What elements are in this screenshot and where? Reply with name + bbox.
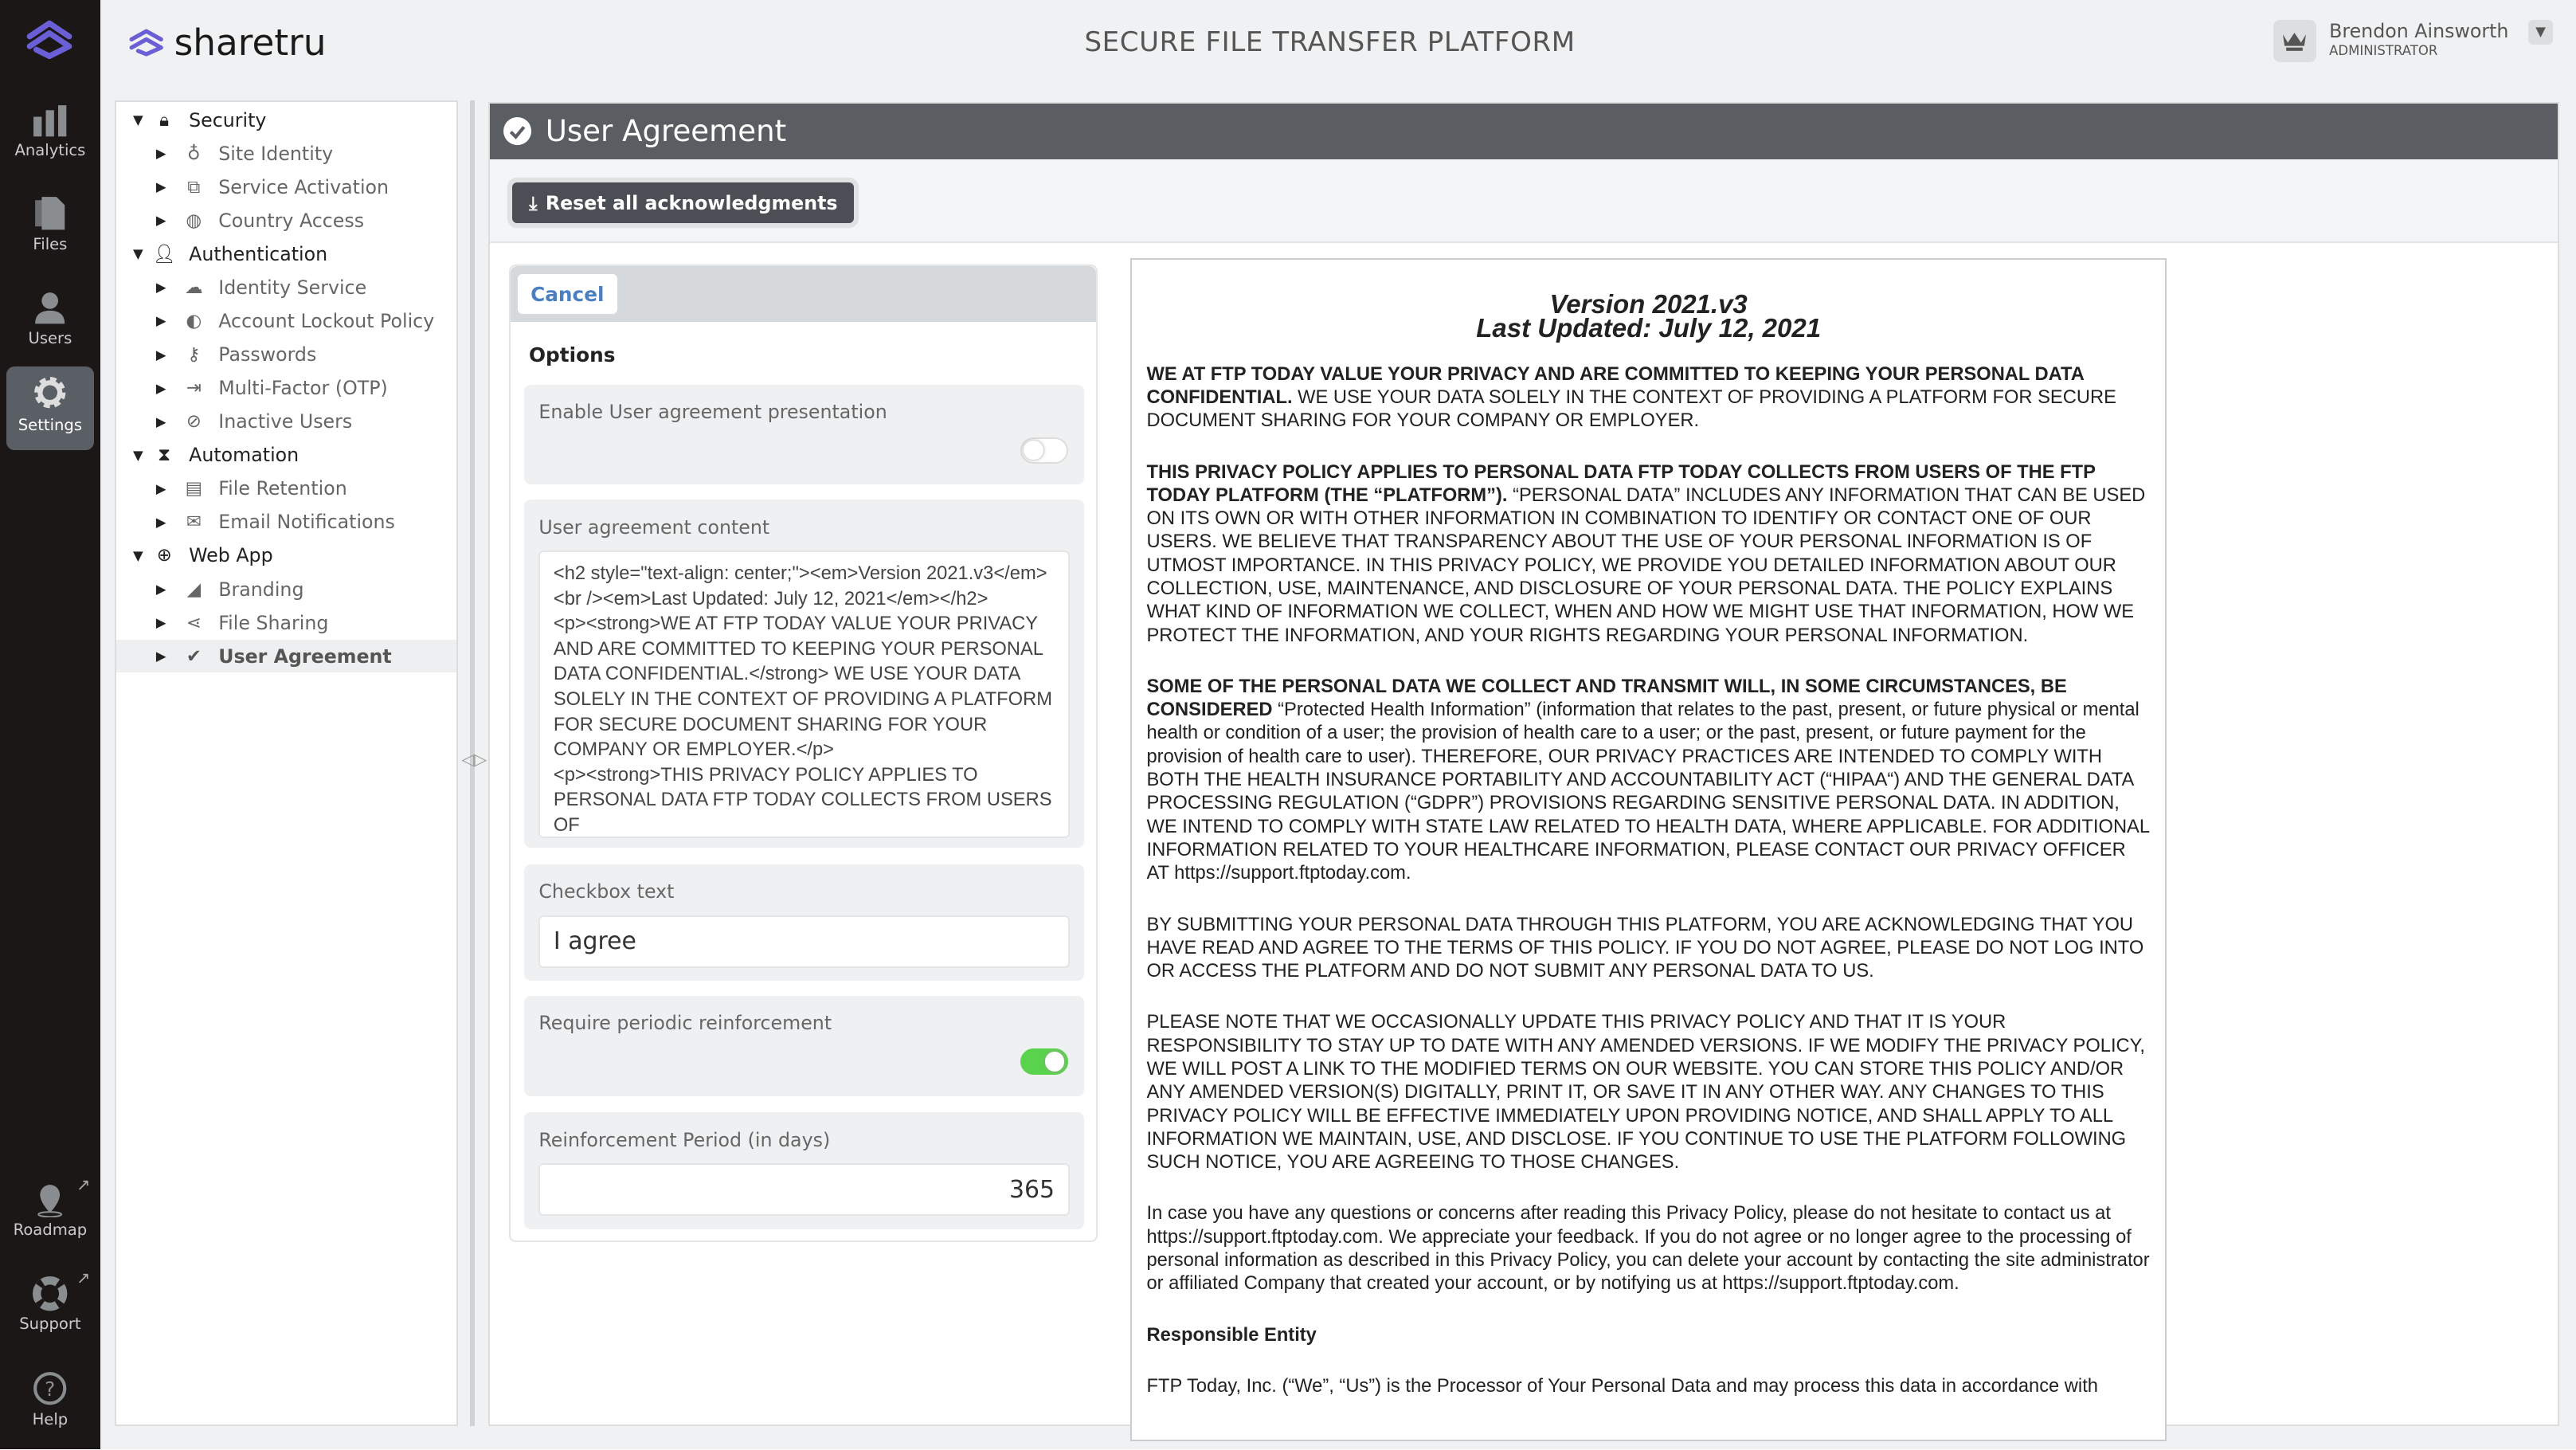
nav-roadmap[interactable] (6, 1175, 93, 1257)
caret-right-icon[interactable]: ▶ (155, 347, 166, 362)
preview-updated: Last Updated: July 12, 2021 (1476, 312, 1822, 343)
tree-item-multi-factor-otp[interactable] (116, 371, 456, 404)
nav-help[interactable] (6, 1364, 93, 1446)
caret-right-icon[interactable]: ▶ (155, 213, 166, 229)
tree-item-service-activation[interactable] (116, 170, 456, 203)
envelope-icon: ✉ (186, 511, 202, 533)
nav-label: Files (33, 234, 68, 253)
checkbox-text-label: Checkbox text (538, 880, 675, 903)
tree-item-label: Account Lockout Policy (218, 309, 435, 332)
hourglass-icon: ⧗ (158, 445, 171, 466)
preview-subheading (1147, 1324, 2151, 1347)
agreement-content-textarea[interactable]: <h2 style="text-align: center;"><em>Version 2021.v3</em><br /><em>Last Updated: July 12, 2021</em></h2> <p><strong>WE AT FTP TODAY VALUE YOUR PRIVACY AND ARE COMMITTED TO KEEPING YOUR PERSONAL DATA CONFIDENTIAL.</strong> WE USE YOUR DATA SOLELY IN THE CONTEXT OF PROVIDING A PLATFORM FOR SECURE DOCUMENT SHARING FOR YOUR COMPANY OR EMPLOYER.</p> <p><strong>THIS PRIVACY POLICY APPLIES TO PERSONAL DATA FTP TODAY COLLECTS FROM USERS OF (538, 551, 1069, 838)
globe-icon: ◍ (186, 210, 202, 231)
caret-right-icon[interactable]: ▶ (155, 280, 166, 296)
enable-agreement-label: Enable User agreement presentation (538, 401, 887, 424)
tree-item-file-retention[interactable] (116, 472, 456, 505)
tree-item-account-lockout-policy[interactable] (116, 304, 456, 337)
chevron-down-icon[interactable]: ▼ (2528, 20, 2553, 45)
checkbox-text-group (524, 864, 1084, 981)
tree-item-user-agreement[interactable] (116, 640, 456, 672)
share-icon: ⋖ (186, 612, 202, 633)
preview-heading (1147, 289, 2151, 343)
crown-icon (2273, 20, 2316, 63)
preview-paragraph (1147, 676, 2151, 886)
brand-name: sharetru (174, 21, 327, 64)
preview-version: Version 2021.v3 (1549, 289, 1748, 319)
nav-label: Users (28, 328, 72, 347)
external-link-icon: ↗ (76, 1174, 91, 1194)
sharetru-logo-icon[interactable] (23, 17, 76, 69)
tree-item-label: Security (189, 108, 267, 131)
reinforcement-group (524, 996, 1084, 1096)
check-circle-icon (503, 116, 532, 146)
form-actions-bar (511, 266, 1095, 322)
user-name: Brendon Ainsworth (2329, 19, 2509, 42)
settings-tree (115, 100, 458, 1426)
caret-down-icon[interactable]: ▼ (133, 447, 143, 463)
resize-grip-icon[interactable]: ◁▷ (461, 749, 487, 769)
check-circle-icon: ✔ (186, 645, 202, 667)
tree-item-label: Automation (189, 444, 299, 467)
lifebuoy-icon (32, 1276, 68, 1311)
tree-item-label: Service Activation (218, 175, 390, 198)
nav-analytics[interactable] (6, 96, 93, 178)
enable-agreement-toggle[interactable] (1020, 437, 1068, 464)
brush-icon: ◢ (186, 578, 202, 600)
toolbar (490, 159, 2558, 243)
tree-item-label: Web App (189, 544, 273, 567)
bold-text: THIS PRIVACY POLICY APPLIES TO PERSONAL DATA FTP TODAY COLLECTS FROM USERS OF THE FTP TODAY PLATFORM (THE “PLATFORM”). (1146, 461, 2096, 506)
gear-icon (30, 373, 70, 413)
network-icon: ⧉ (187, 176, 201, 198)
shredder-icon: ▤ (185, 478, 203, 500)
caret-right-icon[interactable]: ▶ (155, 582, 166, 598)
preview-paragraph: PLEASE NOTE THAT WE OCCASIONALLY UPDATE THIS PRIVACY POLICY AND THAT IT IS YOUR RESPONSIBILITY TO STAY UP TO DATE WITH ANY AMENDED VERSIONS. IF WE MODIFY THE PRIVACY POLICY, WE WILL POST A LINK TO THE MODIFIED TERMS ON OUR WEBSITE. YOU CAN STORE THIS POLICY AND/OR ANY AMENDED VERSION(S) DIGITALLY, PRINT IT, OR SAVE IT IN ANY OTHER WAY. ANY CHANGES TO THIS PRIVACY POLICY WILL BE EFFECTIVE IMMEDIATELY UPON PROVIDING NOTICE, AND SHALL APPLY TO ALL INFORMATION WE MAINTAIN, USE, AND DISCLOSE. IF YOU CONTINUE TO USE THE PLATFORM FOLLOWING SUCH NOTICE, YOU ARE AGREEING TO THOSE CHANGES. (1146, 1012, 2146, 1174)
text: “Protected Health Information” (information that relates to the past, present, or future physical or mental health or condition of a user; the provision of health care to a user; or the past, present, or future payment for the provision of health care to user). THEREFORE, OUR PRIVACY PRACTICES ARE INTENDED TO COMPLY WITH BOTH THE HEALTH INSURANCE PORTABILITY AND ACCOUNTABILITY ACT (“HIPAA“) AND THE GENERAL DATA PROCESSING REGULATION (“GDPR”) PROVISIONS REGARDING SENSITIVE PERSONAL DATA. IN ADDITION, WE INTEND TO COMPLY WITH STATE LAW RELATED TO HEALTH DATA, WHERE APPLICABLE. FOR ADDITIONAL INFORMATION RELATED TO YOUR HEALTHCARE INFORMATION, PLEASE CONTACT OUR PRIVACY OFFICER AT https://support.ftptoday.com. (1146, 700, 2150, 884)
tree-item-automation[interactable] (116, 439, 456, 472)
tree-item-label: File Sharing (218, 611, 329, 634)
text: WE USE YOUR DATA SOLELY IN THE CONTEXT OF PROVIDING A PLATFORM FOR SECURE DOCUMENT SHARING FOR YOUR COMPANY OR EMPLOYER. (1146, 386, 2116, 432)
sign-in-icon: ⇥ (186, 378, 202, 399)
page-title: User Agreement (545, 114, 787, 149)
preview-paragraph (1147, 461, 2151, 648)
caret-right-icon[interactable]: ▶ (155, 649, 166, 664)
tree-item-web-app[interactable] (116, 539, 456, 572)
caret-right-icon[interactable]: ▶ (155, 615, 166, 631)
tree-item-label: Authentication (189, 242, 328, 265)
enable-agreement-group (524, 385, 1084, 485)
tree-item-security[interactable] (116, 104, 456, 136)
app-title: SECURE FILE TRANSFER PLATFORM (1084, 26, 1576, 58)
preview-paragraph: BY SUBMITTING YOUR PERSONAL DATA THROUGH THIS PLATFORM, YOU ARE ACKNOWLEDGING THAT YOU HAVE READ AND AGREE TO THE TERMS OF THIS POLICY. IF YOU DO NOT AGREE, PLEASE DO NOT LOG INTO OR ACCESS THE PLATFORM AND DO NOT SUBMIT ANY PERSONAL DATA TO US. (1146, 914, 2144, 982)
nav-label: Settings (18, 415, 83, 434)
caret-right-icon[interactable]: ▶ (155, 179, 166, 195)
period-group (524, 1112, 1084, 1229)
caret-right-icon[interactable]: ▶ (155, 413, 166, 429)
user-icon (32, 289, 68, 325)
nav-label: Help (32, 1409, 69, 1428)
tree-item-label: Passwords (218, 343, 317, 366)
nav-label: Analytics (14, 141, 86, 160)
bold-text: SOME OF THE PERSONAL DATA WE COLLECT AND TRANSMIT WILL, IN SOME CIRCUMSTANCES, BE CONSIDERED (1146, 676, 2067, 721)
cloud-check-icon: ☁ (184, 276, 203, 298)
reset-label: Reset all acknowledgments (545, 191, 838, 214)
top-header (100, 0, 2576, 85)
nav-support[interactable] (6, 1268, 93, 1350)
user-menu[interactable] (2273, 20, 2553, 63)
caret-right-icon[interactable]: ▶ (155, 480, 166, 496)
agreement-form (509, 265, 1097, 1242)
period-input[interactable] (538, 1163, 1069, 1216)
tree-item-site-identity[interactable] (116, 137, 456, 170)
user-disabled-icon: ⊘ (186, 411, 202, 433)
tree-item-inactive-users[interactable] (116, 406, 456, 438)
nav-label: Roadmap (13, 1221, 88, 1240)
content-group (524, 500, 1084, 848)
tree-item-label: Email Notifications (218, 511, 395, 534)
period-label: Reinforcement Period (in days) (538, 1128, 831, 1151)
tree-item-email-notifications[interactable] (116, 506, 456, 539)
bold-text: WE AT FTP TODAY VALUE YOUR PRIVACY AND ARE COMMITTED TO KEEPING YOUR PERSONAL DATA CONFIDENTIAL. (1146, 363, 2084, 408)
files-icon (32, 195, 68, 231)
external-link-icon: ↗ (76, 1268, 91, 1288)
nav-users[interactable] (6, 283, 93, 365)
tree-item-label: Branding (218, 578, 304, 601)
lock-icon: 🔒︎ (159, 109, 170, 131)
tree-item-passwords[interactable] (116, 338, 456, 370)
user-role: ADMINISTRATOR (2329, 42, 2438, 58)
tree-item-branding[interactable] (116, 573, 456, 605)
user-reset-icon: ⤓ (529, 191, 538, 214)
left-rail (0, 0, 100, 1449)
cancel-button[interactable]: Cancel (518, 274, 617, 314)
checkbox-text-input[interactable] (538, 915, 1069, 968)
reset-acknowledgments-button[interactable] (512, 182, 854, 224)
caret-right-icon[interactable]: ▶ (155, 514, 166, 530)
tree-item-label: Multi-Factor (OTP) (218, 377, 388, 400)
tree-item-identity-service[interactable] (116, 271, 456, 304)
caret-right-icon[interactable]: ▶ (155, 146, 166, 162)
tree-item-authentication[interactable] (116, 237, 456, 270)
tree-item-country-access[interactable] (116, 204, 456, 237)
preview-paragraph: FTP Today, Inc. (“We”, “Us”) is the Processor of Your Personal Data and may process this data in accordance with (1146, 1375, 2098, 1397)
caret-right-icon[interactable]: ▶ (155, 380, 166, 396)
globe-grid-icon: ⊕ (156, 545, 172, 566)
agreement-preview (1130, 258, 2167, 1441)
options-heading: Options (529, 343, 616, 366)
svg-text:?: ? (45, 1378, 56, 1401)
tree-item-label: User Agreement (218, 645, 392, 668)
tree-item-label: File Retention (218, 477, 347, 500)
bold-text: Responsible Entity (1146, 1324, 1317, 1346)
reinforcement-toggle[interactable] (1020, 1048, 1068, 1075)
preview-paragraph: In case you have any questions or concerns after reading this Privacy Policy, please do not hesitate to contact us at https://support.ftptoday.com. We appreciate your feedback. If you do not agree or no longer agree to the processing of personal information as described in this Privacy Policy, you can delete your account by contacting the site administrator or affiliated Company that created your account, or by notifying us at https://support.ftptoday.com. (1146, 1203, 2150, 1295)
caret-down-icon[interactable]: ▼ (133, 112, 143, 127)
key-icon: ⚷ (187, 344, 201, 366)
badge-icon: ♁ (187, 143, 201, 164)
tree-item-label: Inactive Users (218, 410, 353, 433)
caret-right-icon[interactable]: ▶ (155, 313, 166, 329)
map-pin-icon (32, 1182, 68, 1217)
nav-files[interactable] (6, 189, 93, 271)
caret-down-icon[interactable]: ▼ (133, 547, 143, 563)
tree-item-label: Site Identity (218, 142, 334, 165)
text: “PERSONAL DATA” INCLUDES ANY INFORMATION THAT CAN BE USED ON ITS OWN OR WITH OTHER INFORMATION IN COMBINATION TO IDENTIFY OR CONTACT ONE OF OUR USERS. WE BELIEVE THAT TRANSPARENCY ABOUT THE USE OF YOUR PERSONAL INFORMATION IS OF UTMOST IMPORTANCE. IN THIS PRIVACY POLICY, WE PROVIDE YOU DETAILED INFORMATION ABOUT OUR COLLECTION, USE, MAINTENANCE, AND DISCLOSURE OF YOUR PERSONAL DATA. THE POLICY EXPLAINS WHAT KIND OF INFORMATION WE COLLECT, WHEN AND HOW WE MIGHT USE THAT INFORMATION, HOW WE PROTECT THE INFORMATION, AND YOUR RIGHTS REGARDING YOUR PERSONAL INFORMATION. (1146, 484, 2146, 646)
nav-settings[interactable] (6, 366, 93, 450)
reinforcement-label: Require periodic reinforcement (538, 1012, 832, 1035)
help-icon (32, 1370, 68, 1406)
user-check-icon: 👤︎ (152, 244, 176, 265)
tree-item-file-sharing[interactable] (116, 606, 456, 639)
content-label: User agreement content (538, 515, 770, 539)
nav-label: Support (19, 1315, 81, 1333)
bar-chart-icon (32, 102, 68, 138)
caret-down-icon[interactable]: ▼ (133, 246, 143, 262)
shield-icon: ◐ (186, 310, 202, 331)
preview-paragraph (1147, 363, 2151, 433)
tree-item-label: Country Access (218, 209, 365, 232)
page-header (490, 104, 2558, 159)
tree-item-label: Identity Service (218, 276, 367, 299)
main-panel (488, 102, 2560, 1426)
